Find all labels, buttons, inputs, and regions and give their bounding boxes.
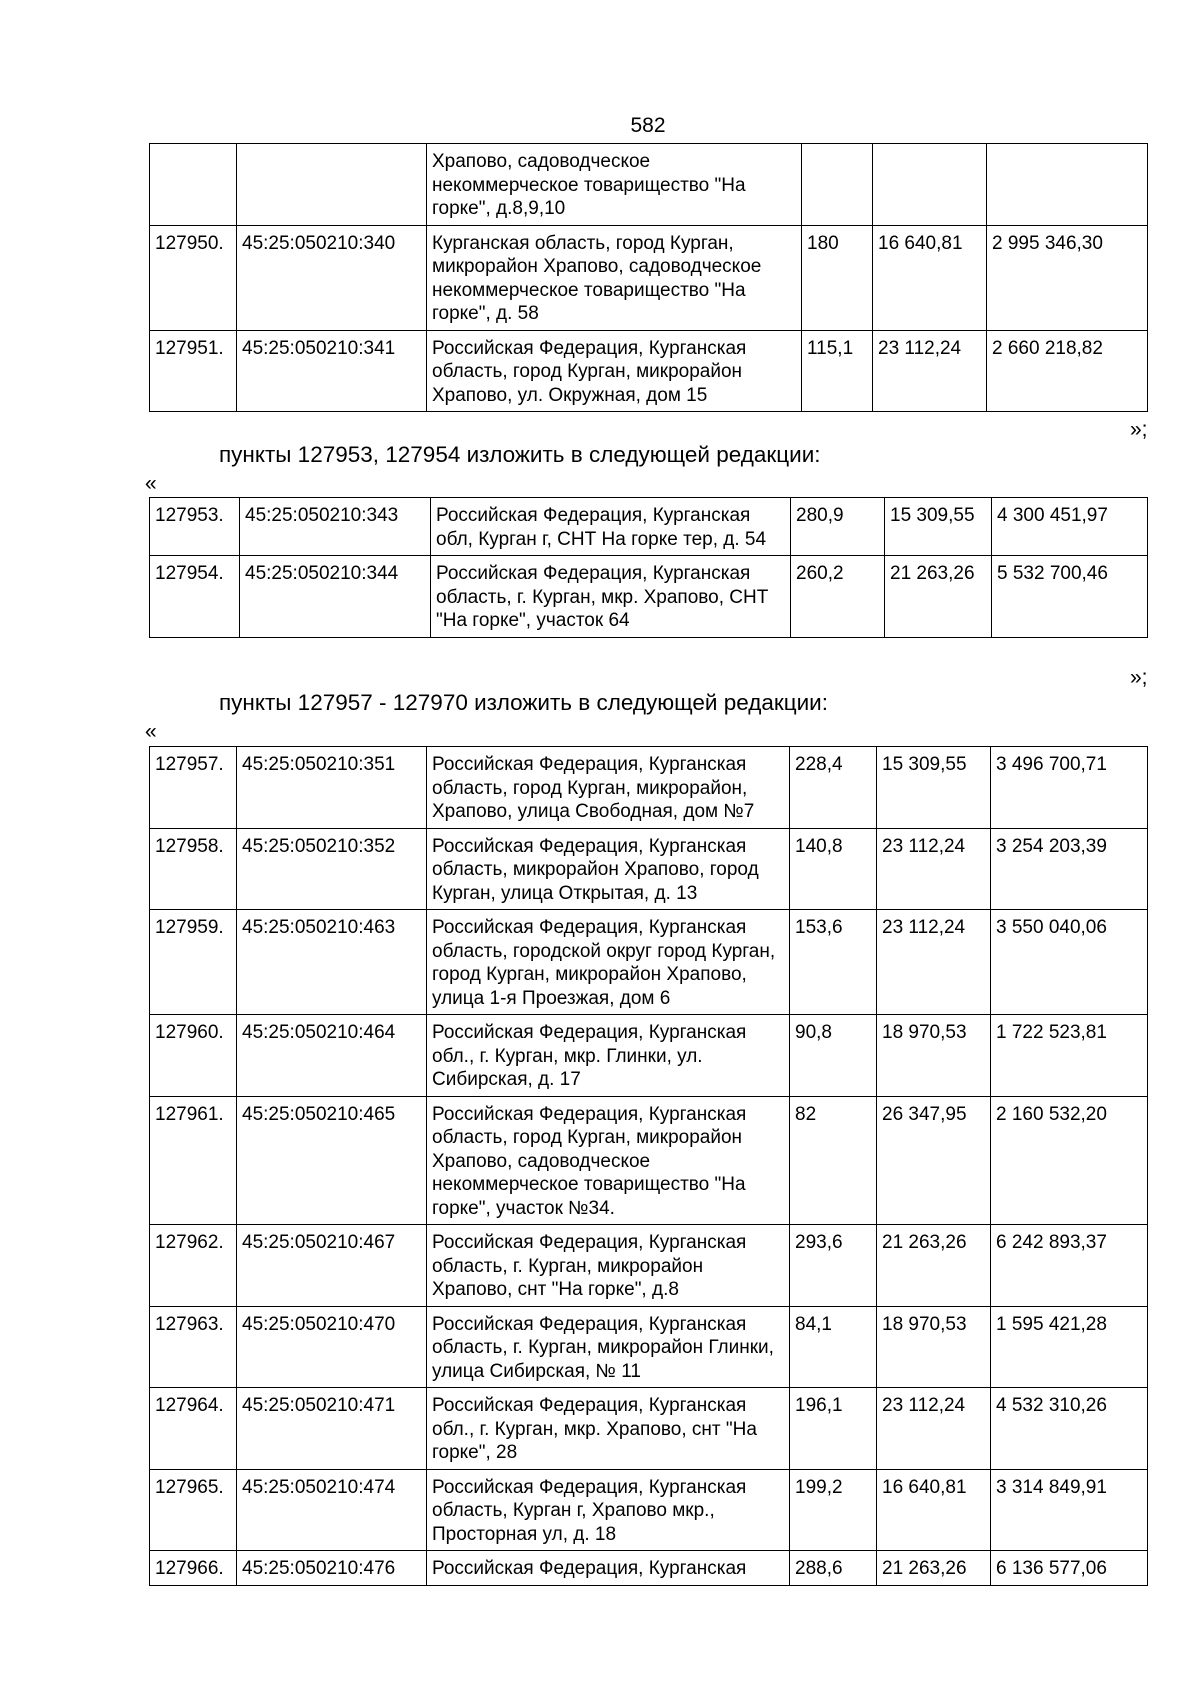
row-number: 127961. xyxy=(150,1096,237,1225)
row-number: 127963. xyxy=(150,1306,237,1388)
registry-table-amendment-2 xyxy=(149,746,1148,1586)
address: Российская Федерация, Курганская область, городской округ город Курган, город Курган, микрорайон Храпово, улица 1-я Проезжая, дом 6 xyxy=(427,910,790,1015)
cadastral-value: 4 532 310,26 xyxy=(991,1388,1148,1470)
row-number: 127965. xyxy=(150,1469,237,1551)
specific-value xyxy=(873,144,987,226)
row-number: 127964. xyxy=(150,1388,237,1470)
area: 140,8 xyxy=(790,828,877,910)
specific-value: 15 309,55 xyxy=(885,498,992,556)
table-row xyxy=(150,1551,1148,1586)
row-number: 127966. xyxy=(150,1551,237,1586)
row-number: 127951. xyxy=(150,330,237,412)
address: Российская Федерация, Курганская xyxy=(427,1551,790,1586)
specific-value: 18 970,53 xyxy=(877,1015,991,1097)
table-row xyxy=(150,1306,1148,1388)
specific-value: 23 112,24 xyxy=(877,1388,991,1470)
table-row xyxy=(150,1225,1148,1307)
row-number: 127962. xyxy=(150,1225,237,1307)
cadastral-number: 45:25:050210:467 xyxy=(237,1225,427,1307)
specific-value: 16 640,81 xyxy=(873,225,987,330)
cadastral-value: 5 532 700,46 xyxy=(992,556,1148,638)
row-number: 127954. xyxy=(150,556,240,638)
address: Храпово, садоводческое некоммерческое товарищество "На горке", д.8,9,10 xyxy=(427,144,802,226)
specific-value: 18 970,53 xyxy=(877,1306,991,1388)
cadastral-value: 4 300 451,97 xyxy=(992,498,1148,556)
row-number: 127950. xyxy=(150,225,237,330)
cadastral-number: 45:25:050210:351 xyxy=(237,747,427,829)
cadastral-value: 6 242 893,37 xyxy=(991,1225,1148,1307)
table-row xyxy=(150,556,1148,638)
cadastral-value: 3 314 849,91 xyxy=(991,1469,1148,1551)
specific-value: 23 112,24 xyxy=(877,910,991,1015)
row-number: 127958. xyxy=(150,828,237,910)
table-row xyxy=(150,498,1148,556)
cadastral-number: 45:25:050210:463 xyxy=(237,910,427,1015)
table-row xyxy=(150,910,1148,1015)
closing-quote: »; xyxy=(1130,418,1148,441)
area: 228,4 xyxy=(790,747,877,829)
table-row xyxy=(150,747,1148,829)
area: 180 xyxy=(802,225,873,330)
address: Российская Федерация, Курганская область, микрорайон Храпово, город Курган, улица Открытая, д. 13 xyxy=(427,828,790,910)
address: Курганская область, город Курган, микрорайон Храпово, садоводческое некоммерческое товарищество "На горке", д. 58 xyxy=(427,225,802,330)
table-row xyxy=(150,1096,1148,1225)
address: Российская Федерация, Курганская область, г. Курган, микрорайон Храпово, снт "На горке", д.8 xyxy=(427,1225,790,1307)
table-row xyxy=(150,1015,1148,1097)
area: 153,6 xyxy=(790,910,877,1015)
cadastral-value: 3 496 700,71 xyxy=(991,747,1148,829)
cadastral-number: 45:25:050210:343 xyxy=(240,498,431,556)
address: Российская Федерация, Курганская область, город Курган, микрорайон, Храпово, улица Свободная, дом №7 xyxy=(427,747,790,829)
cadastral-value xyxy=(987,144,1148,226)
row-number: 127960. xyxy=(150,1015,237,1097)
cadastral-value: 2 160 532,20 xyxy=(991,1096,1148,1225)
table-row xyxy=(150,144,1148,226)
cadastral-number: 45:25:050210:352 xyxy=(237,828,427,910)
cadastral-value: 1 595 421,28 xyxy=(991,1306,1148,1388)
row-number xyxy=(150,144,237,226)
cadastral-value: 2 660 218,82 xyxy=(987,330,1148,412)
address: Российская Федерация, Курганская область, г. Курган, мкр. Храпово, СНТ "На горке", участок 64 xyxy=(431,556,791,638)
specific-value: 21 263,26 xyxy=(877,1551,991,1586)
specific-value: 21 263,26 xyxy=(885,556,992,638)
amendment-paragraph: пункты 127953, 127954 изложить в следующей редакции: xyxy=(219,442,821,467)
cadastral-number: 45:25:050210:341 xyxy=(237,330,427,412)
area: 196,1 xyxy=(790,1388,877,1470)
amendment-paragraph: пункты 127957 - 127970 изложить в следующей редакции: xyxy=(219,690,829,715)
cadastral-number: 45:25:050210:470 xyxy=(237,1306,427,1388)
area: 82 xyxy=(790,1096,877,1225)
cadastral-number: 45:25:050210:474 xyxy=(237,1469,427,1551)
specific-value: 15 309,55 xyxy=(877,747,991,829)
cadastral-number: 45:25:050210:464 xyxy=(237,1015,427,1097)
row-number: 127959. xyxy=(150,910,237,1015)
cadastral-value: 6 136 577,06 xyxy=(991,1551,1148,1586)
address: Российская Федерация, Курганская область, город Курган, микрорайон Храпово, ул. Окружная, дом 15 xyxy=(427,330,802,412)
address: Российская Федерация, Курганская область, город Курган, микрорайон Храпово, садоводческое некоммерческое товарищество "На горке", участок №34. xyxy=(427,1096,790,1225)
cadastral-number xyxy=(237,144,427,226)
cadastral-value: 3 550 040,06 xyxy=(991,910,1148,1015)
address: Российская Федерация, Курганская область, Курган г, Храпово мкр., Просторная ул, д. 18 xyxy=(427,1469,790,1551)
area: 260,2 xyxy=(791,556,885,638)
area: 288,6 xyxy=(790,1551,877,1586)
address: Российская Федерация, Курганская обл., г. Курган, мкр. Глинки, ул. Сибирская, д. 17 xyxy=(427,1015,790,1097)
area xyxy=(802,144,873,226)
address: Российская Федерация, Курганская обл., г. Курган, мкр. Храпово, снт "На горке", 28 xyxy=(427,1388,790,1470)
cadastral-number: 45:25:050210:465 xyxy=(237,1096,427,1225)
page-number: 582 xyxy=(630,114,666,137)
row-number: 127953. xyxy=(150,498,240,556)
area: 280,9 xyxy=(791,498,885,556)
area: 90,8 xyxy=(790,1015,877,1097)
cadastral-value: 1 722 523,81 xyxy=(991,1015,1148,1097)
area: 84,1 xyxy=(790,1306,877,1388)
cadastral-number: 45:25:050210:471 xyxy=(237,1388,427,1470)
cadastral-number: 45:25:050210:340 xyxy=(237,225,427,330)
specific-value: 21 263,26 xyxy=(877,1225,991,1307)
opening-quote: « xyxy=(145,720,157,743)
specific-value: 16 640,81 xyxy=(877,1469,991,1551)
specific-value: 23 112,24 xyxy=(873,330,987,412)
table-row xyxy=(150,1469,1148,1551)
address: Российская Федерация, Курганская область, г. Курган, микрорайон Глинки, улица Сибирская, № 11 xyxy=(427,1306,790,1388)
closing-quote: »; xyxy=(1130,666,1148,689)
registry-table-amendment-1 xyxy=(149,497,1148,638)
specific-value: 26 347,95 xyxy=(877,1096,991,1225)
cadastral-number: 45:25:050210:476 xyxy=(237,1551,427,1586)
table-row xyxy=(150,225,1148,330)
specific-value: 23 112,24 xyxy=(877,828,991,910)
opening-quote: « xyxy=(145,472,157,495)
cadastral-value: 2 995 346,30 xyxy=(987,225,1148,330)
area: 199,2 xyxy=(790,1469,877,1551)
area: 115,1 xyxy=(802,330,873,412)
cadastral-value: 3 254 203,39 xyxy=(991,828,1148,910)
table-row xyxy=(150,828,1148,910)
table-row xyxy=(150,1388,1148,1470)
table-row xyxy=(150,330,1148,412)
address: Российская Федерация, Курганская обл, Курган г, СНТ На горке тер, д. 54 xyxy=(431,498,791,556)
row-number: 127957. xyxy=(150,747,237,829)
cadastral-number: 45:25:050210:344 xyxy=(240,556,431,638)
registry-table-continuation xyxy=(149,143,1148,412)
area: 293,6 xyxy=(790,1225,877,1307)
